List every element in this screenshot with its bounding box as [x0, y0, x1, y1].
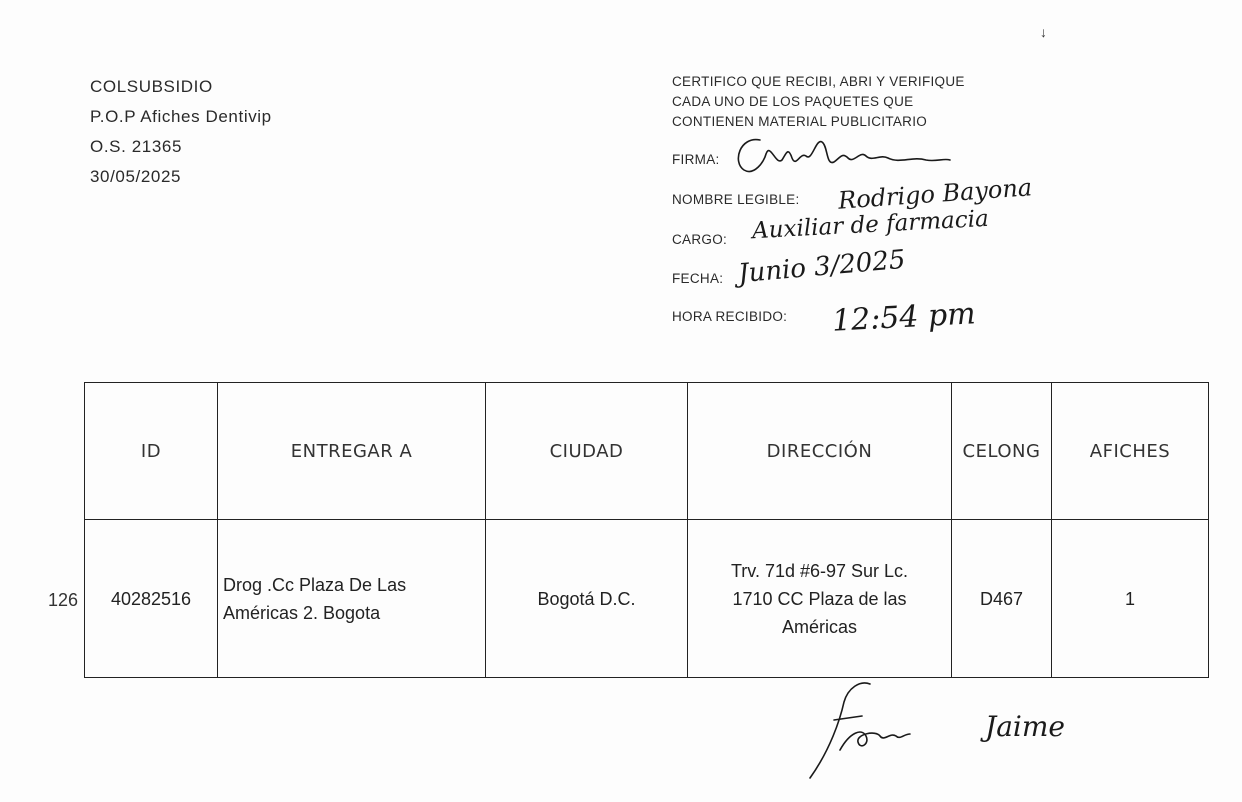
- certificate-statement: [672, 72, 965, 132]
- column-header-ciudad: CIUDAD: [486, 383, 688, 520]
- document-date: 30/05/2025: [90, 167, 182, 186]
- cell-afiches: 1: [1052, 520, 1209, 678]
- order-number: O.S. 21365: [90, 137, 183, 156]
- entregar-line: Drog .Cc Plaza De Las: [223, 574, 407, 595]
- column-header-celong: CELONG: [952, 383, 1052, 520]
- receiver-signature: [800, 680, 1120, 790]
- cell-id: 40282516: [85, 520, 218, 678]
- cargo-value: Auxiliar de farmacia: [751, 205, 990, 245]
- item-description: P.O.P Afiches Dentivip: [90, 107, 272, 126]
- hora-label: HORA RECIBIDO:: [672, 309, 788, 324]
- direccion-line: Trv. 71d #6-97 Sur Lc.: [730, 560, 909, 581]
- cell-celong: D467: [952, 520, 1052, 678]
- firma-signature: [730, 132, 960, 182]
- receiver-name: Jaime: [985, 710, 1065, 743]
- cargo-label: CARGO:: [672, 232, 728, 247]
- fecha-value: Junio 3/2025: [737, 244, 907, 290]
- table-row: [85, 520, 1209, 678]
- company-name: COLSUBSIDIO: [90, 77, 213, 96]
- column-header-entregar-a: ENTREGAR A: [218, 383, 486, 520]
- cell-ciudad: Bogotá D.C.: [486, 520, 688, 678]
- statement-line: CONTIENEN MATERIAL PUBLICITARIO: [672, 114, 928, 129]
- column-header-afiches: AFICHES: [1052, 383, 1209, 520]
- cell-entregar-a: [218, 520, 486, 678]
- table-header-row: [85, 383, 1209, 520]
- entregar-line: Américas 2. Bogota: [223, 602, 381, 623]
- delivery-table: [84, 382, 1209, 678]
- nombre-label: NOMBRE LEGIBLE:: [672, 192, 800, 207]
- column-header-direccion: DIRECCIÓN: [688, 383, 952, 520]
- cell-direccion: [688, 520, 952, 678]
- statement-line: CADA UNO DE LOS PAQUETES QUE: [672, 94, 914, 109]
- direccion-line: Américas: [781, 616, 857, 637]
- hora-value: 12:54 pm: [831, 296, 977, 339]
- column-header-id: ID: [85, 383, 218, 520]
- nombre-value: Rodrigo Bayona: [837, 173, 1033, 215]
- firma-label: FIRMA:: [672, 152, 720, 167]
- row-number: 126: [48, 590, 79, 610]
- direccion-line: 1710 CC Plaza de las: [732, 588, 907, 609]
- fecha-label: FECHA:: [672, 271, 724, 286]
- document-header: [90, 72, 272, 192]
- statement-line: CERTIFICO QUE RECIBI, ABRI Y VERIFIQUE: [672, 74, 965, 89]
- scan-mark: ↓: [1040, 24, 1047, 40]
